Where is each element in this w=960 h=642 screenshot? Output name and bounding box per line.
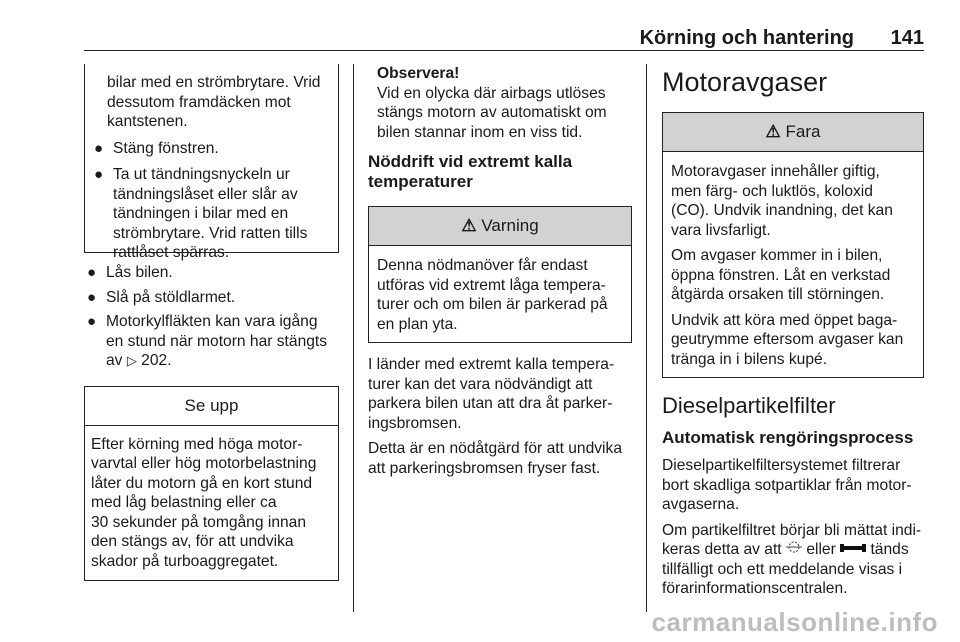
bullet-icon: ● xyxy=(87,288,97,306)
caution-box xyxy=(84,386,339,582)
paragraph: I länder med extremt kalla tempera- turer kan det vara nödvändigt att parkera bilen utan att dra åt parker- ingsbromsen. xyxy=(368,356,615,432)
column-right xyxy=(662,64,924,599)
bullet-icon: ● xyxy=(87,264,97,281)
section-title: Körning och hantering xyxy=(639,27,854,49)
paragraph: Om partikelfiltret börjar bli mättat indi- keras detta av att eller tänds tillfälligt och ett meddelande visas i förarinformationscentralen. xyxy=(662,521,922,598)
page-reference[interactable]: 202. xyxy=(141,352,172,369)
list-item: ● Stäng fönstren. xyxy=(94,139,219,157)
danger-header xyxy=(663,113,923,152)
section-title-motoravgaser: Motoravgaser xyxy=(662,67,828,97)
warning-title: Varning xyxy=(481,216,539,235)
danger-box xyxy=(662,112,924,378)
bullet-icon: ● xyxy=(94,166,104,183)
subsection-heading: Automatisk rengöringsprocess xyxy=(662,428,914,447)
page-reference-arrow-icon: ▷ xyxy=(126,353,137,368)
subsection-title: Dieselpartikelfilter xyxy=(662,393,836,418)
box-line: bilar med en strömbrytare. Vrid xyxy=(107,74,321,91)
list-item: ● Motorkylfläkten kan vara igång en stund när motorn har stängts av ▷ 202. xyxy=(87,313,328,369)
page-header xyxy=(84,22,924,51)
particle-filter-icon xyxy=(786,540,802,560)
bullet-icon: ● xyxy=(87,313,97,330)
warning-box-continued xyxy=(84,64,339,261)
list-item: ● Ta ut tändningsnyckeln ur tändningslåset eller slår av tändningen i bilar med en strömbrytare. Vrid ratten tills rattlåset spärras. xyxy=(94,166,308,261)
column-divider xyxy=(646,64,647,612)
warning-body: Denna nödmanöver får endast utföras vid extremt låga tempera- turer och om bilen är parkerad på en plan yta. xyxy=(377,257,608,333)
note: Observera! Vid en olycka där airbags utlöses stängs motorn av automatiskt om bilen stannar inom en viss tid. xyxy=(368,64,632,142)
warning-triangle-icon: ⚠ xyxy=(461,216,477,235)
box-line: dessutom framdäcken mot xyxy=(107,93,291,111)
caution-title: Se upp xyxy=(85,387,338,426)
column-divider xyxy=(353,64,354,612)
danger-title: Fara xyxy=(785,122,821,141)
caution-body: Efter körning med höga motor- varvtal eller hög motorbelastning låter du motorn gå en kort stund med låg belastning eller ca 30 sekunder på tomgång innan den stängs av, för att undvika skador på turboaggregatet. xyxy=(91,435,317,570)
danger-body: Motoravgaser innehåller giftig, men färg- och luktlös, koloxid (CO). Undvik inandning, det kan vara livsfarligt. Om avgaser kommer in i bilen, öppna fönstren. Låt en verkstad åtgärda orsaken till störningen. Undvik att köra med öppet baga- geutrymme eftersom avgaser kan tränga in i bilens kupé. xyxy=(671,163,904,368)
section-heading: Nöddrift vid extremt kalla temperaturer xyxy=(368,152,573,191)
column-middle xyxy=(368,64,632,478)
page-number: 141 xyxy=(890,27,924,49)
watermark: carmanualsonline.info xyxy=(651,607,938,637)
warning-triangle-icon: ⚠ xyxy=(765,122,781,141)
warning-box xyxy=(368,206,632,343)
list-item: ● Slå på stöldlarmet. xyxy=(87,288,236,306)
exhaust-filter-bar-icon xyxy=(840,540,866,560)
bullet-icon: ● xyxy=(94,139,104,157)
warning-header xyxy=(369,207,631,246)
paragraph: Detta är en nödåtgärd för att undvika att parkeringsbromsen fryser fast. xyxy=(368,440,622,477)
list-item: ● Lås bilen. xyxy=(87,264,173,281)
note-title: Observera! xyxy=(377,65,460,82)
column-left xyxy=(84,64,339,581)
box-line: kantstenen. xyxy=(107,113,188,130)
paragraph: Dieselpartikelfiltersystemet filtrerar bort skadliga sotpartiklar från motor- avgaserna. xyxy=(662,457,912,513)
